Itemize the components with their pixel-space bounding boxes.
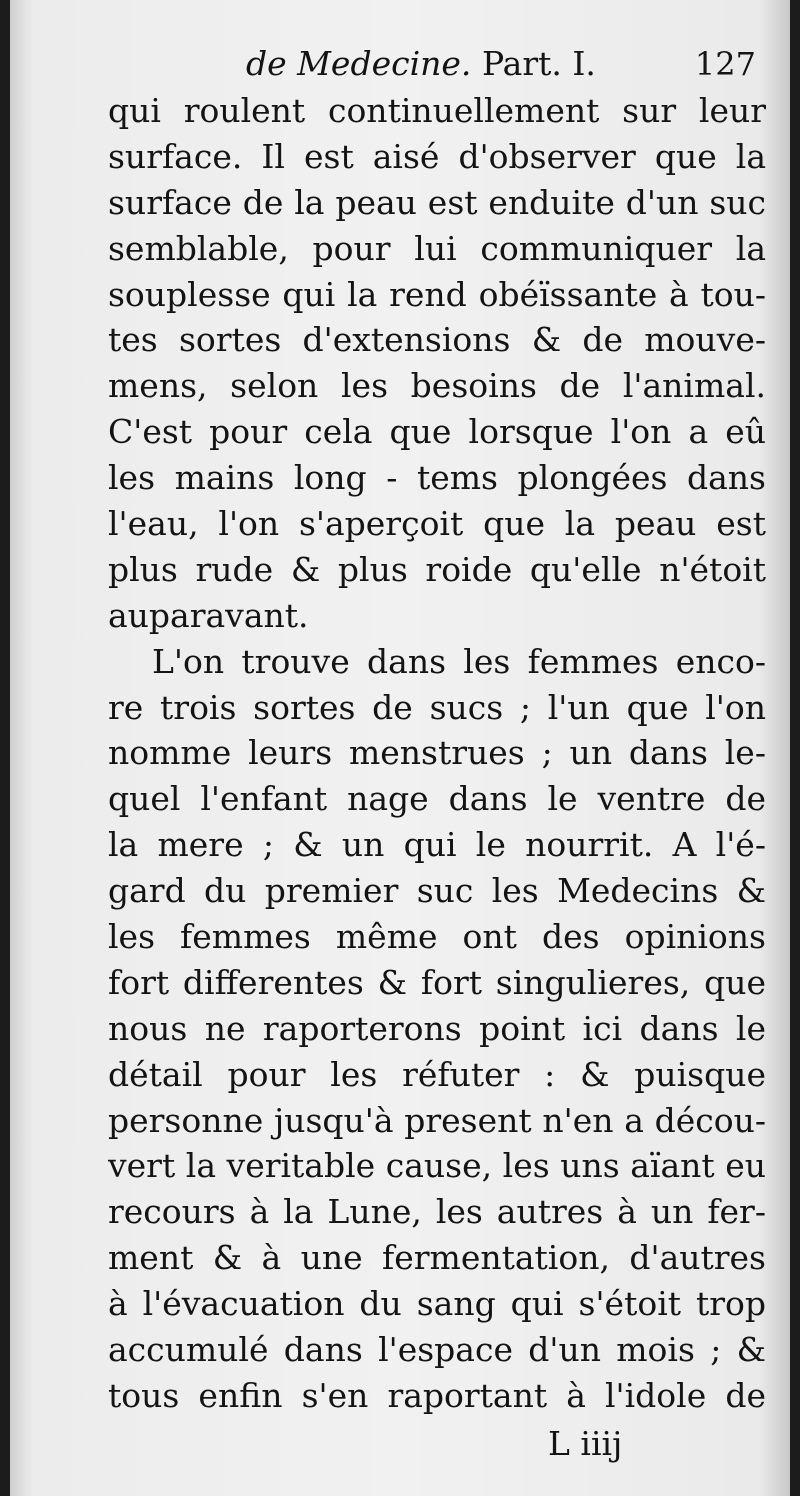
text-line: détail pour les réfuter : & puisque (108, 1054, 766, 1094)
text-line: personne jusqu'à present n'en a décou- (108, 1100, 766, 1140)
text-line: surface de la peau est enduite d'un suc (108, 182, 766, 222)
text-line: surface. Il est aisé d'observer que la (108, 136, 766, 176)
text-line: nous ne raporterons point ici dans le (108, 1008, 766, 1048)
page-number: 127 (694, 45, 756, 83)
text-line: fort differentes & fort singulieres, que (108, 962, 766, 1002)
text-line: la mere ; & un qui le nourrit. A l'é- (108, 825, 766, 865)
text-line: gard du premier suc les Medecins & (108, 871, 766, 911)
text-line: plus rude & plus roide qu'elle n'étoit (108, 549, 766, 589)
text-line: à l'évacuation du sang qui s'étoit trop (108, 1284, 766, 1324)
running-title-italic: de Medecine. (246, 44, 472, 83)
text-line: semblable, pour lui communiquer la (108, 228, 766, 268)
text-line: mens, selon les besoins de l'animal. (108, 366, 766, 406)
text-line: ment & à une fermentation, d'autres (108, 1238, 766, 1278)
text-line: accumulé dans l'espace d'un mois ; & (108, 1330, 766, 1370)
text-line: souplesse qui la rend obéïssante à tou- (108, 274, 766, 314)
text-line: vert la veritable cause, les uns aïant eu (108, 1146, 766, 1186)
text-line: C'est pour cela que lorsque l'on a eû (108, 412, 766, 452)
body-text (108, 88, 766, 1419)
running-title-part: Part. I. (481, 44, 596, 83)
text-line: auparavant. (108, 595, 309, 635)
text-line: les femmes même ont des opinions (108, 917, 766, 957)
signature-mark: L iiij (548, 1423, 623, 1463)
text-line: L'on trouve dans les femmes enco- (152, 641, 766, 681)
text-line: les mains long - tems plongées dans (108, 458, 766, 498)
text-line: tous enfin s'en raportant à l'idole de (108, 1375, 766, 1415)
running-title (246, 40, 596, 88)
text-line: tes sortes d'extensions & de mouve- (108, 320, 766, 360)
text-line: quel l'enfant nage dans le ventre de (108, 779, 766, 819)
paragraph (108, 88, 766, 639)
text-line: nomme leurs menstrues ; un dans le- (108, 733, 766, 773)
text-line: l'eau, l'on s'aperçoit que la peau est (108, 504, 766, 544)
paragraph (108, 639, 766, 1419)
text-line: re trois sortes de sucs ; l'un que l'on (108, 687, 766, 727)
text-line: recours à la Lune, les autres à un fer- (108, 1192, 766, 1232)
book-page (10, 0, 790, 1496)
text-line: qui roulent continuellement sur leur (108, 91, 766, 130)
running-head (108, 40, 766, 88)
